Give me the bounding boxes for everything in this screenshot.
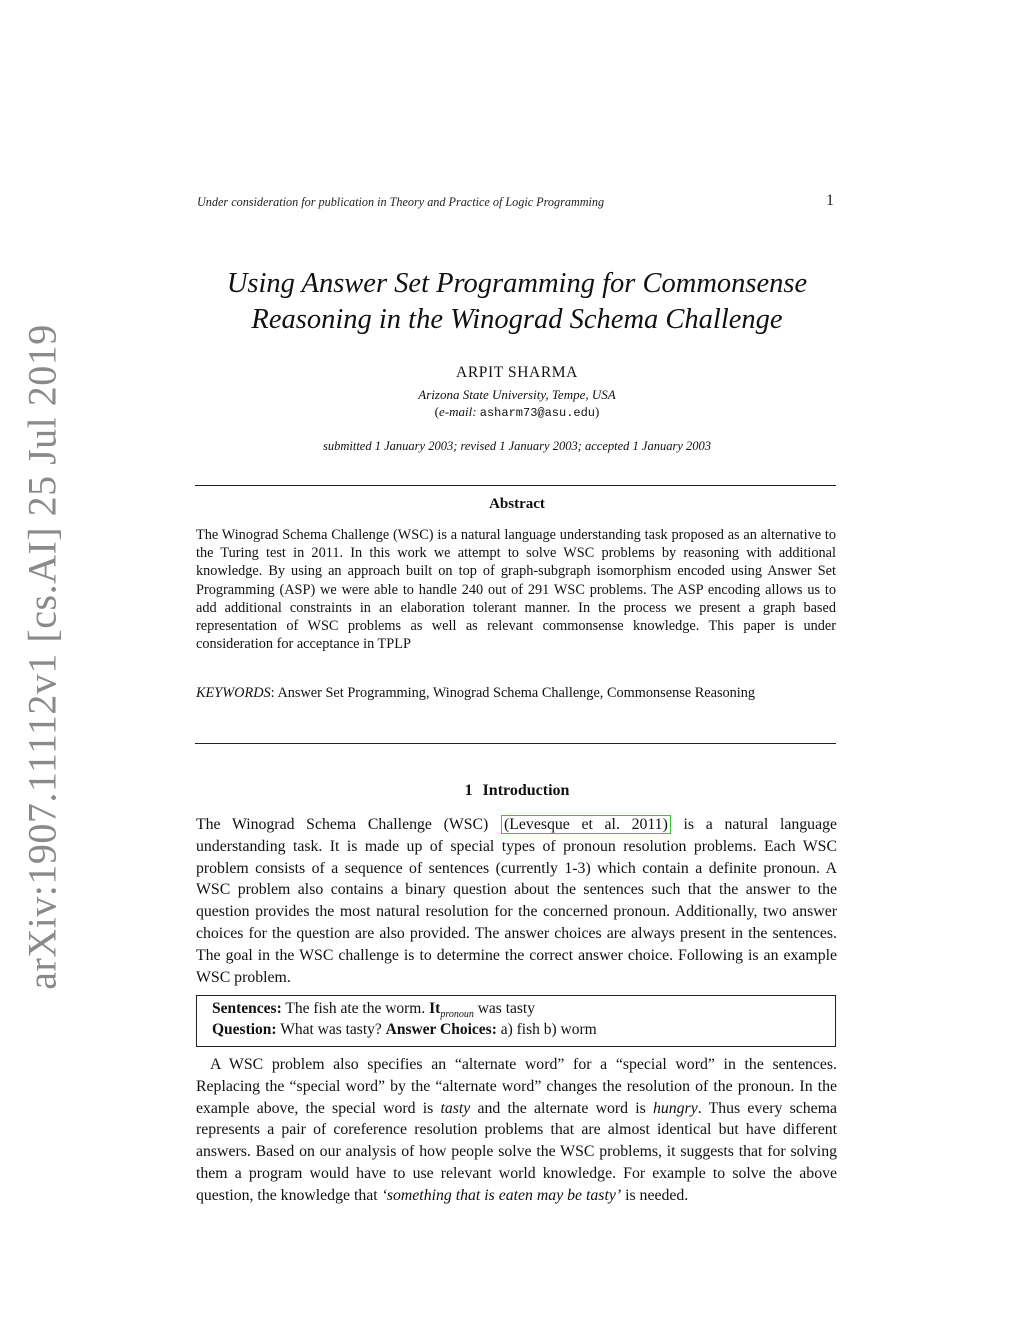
sentences-end: was tasty [473,1000,535,1017]
citation-link-levesque-2011[interactable] [501,815,671,834]
citation-close-paren: ) [662,816,668,833]
wsc-example-box [196,995,836,1047]
keywords-separator: : [270,685,278,701]
paper-title [197,266,837,338]
sentences-label: Sentences: [212,1000,282,1017]
intro-p2-text-d: is needed. [621,1186,689,1204]
email-label: e-mail: [438,404,477,419]
keywords-list: Answer Set Programming, Winograd Schema Challenge, Commonsense Reasoning [277,685,756,701]
intro-paragraph-2 [196,1054,837,1207]
email-close-paren: ) [595,404,600,419]
keywords-label: KEYWORDS [196,685,271,701]
intro-p2-text-c: . Thus every schema represents a pair of coreference resolution problems that are almost identical but have different answers. Based on our analysis of how people solve the WSC problems, it suggests that for solving them a program would have to use relevant world knowledge. For example to solve the above question, the knowledge that [196,1099,837,1204]
intro-p2-text-a: A WSC problem also specifies an “alternate word” for a “special word” in the sentences. Replacing the “special word” by the “alternate word” changes the resolution of the pronoun. In the example above, the special word is [196,1056,837,1117]
abstract-bottom-rule [195,743,836,744]
author-affiliation: Arizona State University, Tempe, USA [418,387,616,402]
pronoun-subscript: pronoun [440,1009,474,1021]
citation-open-paren: ( [504,816,510,833]
intro-p1-text-before: The Winograd Schema Challenge (WSC) [196,816,500,833]
example-question-row [212,1021,597,1039]
page-number: 1 [826,192,834,209]
email-open-paren: ( [434,404,439,419]
answer-choices-text: a) fish b) worm [496,1021,597,1038]
section-title: Introduction [482,782,570,799]
author-name: ARPIT SHARMA [456,364,578,381]
example-sentences-row [212,1000,535,1020]
knowledge-quote: ‘something that is eaten may be tasty’ [381,1186,622,1204]
author-email-line [197,404,837,420]
intro-p1-text-after: is a natural language understanding task. It is made up of special types of pronoun resolution problems. Each WSC problem consists of a sequence of sentences (currently 1-3) which contain a definite pronoun. A WSC problem also contains a binary question about the sentences such that the answer to the question provides the most natural resolution for the concerned pronoun. Additionally, two answer choices for the question are also provided. The answer choices are always present in the sentences. The goal in the WSC challenge is to determine the correct answer choice. Following is an example WSC problem. [196,816,837,986]
citation-text: Levesque et al. 2011 [509,816,663,833]
section-heading-introduction [197,782,837,800]
sentences-text: The fish ate the worm. [281,1000,430,1017]
alternate-word-hungry: hungry [652,1099,698,1117]
running-head: Under consideration for publication in Theory and Practice of Logic Programming [197,195,605,209]
arxiv-identifier-stamp: arXiv:1907.11112v1 [cs.AI] 25 Jul 2019 [19,324,65,990]
section-number: 1 [464,782,473,799]
keywords-line [196,684,836,702]
abstract-heading: Abstract [489,496,545,512]
submission-dates: submitted 1 January 2003; revised 1 January 2003; accepted 1 January 2003 [323,439,711,453]
special-word-tasty: tasty [440,1099,471,1117]
abstract-top-rule [195,485,836,486]
question-label: Question: [212,1021,277,1038]
question-text: What was tasty? [276,1021,386,1038]
author-email[interactable]: asharm73@asu.edu [479,406,595,420]
pronoun-it: It [429,1000,441,1017]
intro-p2-text-b: and the alternate word is [470,1099,653,1117]
abstract-text: The Winograd Schema Challenge (WSC) is a natural language understanding task proposed as an alternative to the Turing test in 2011. In this work we attempt to solve WSC problems by reasoning with additional knowledge. By using an approach built on top of graph-subgraph isomorphism encoded using Answer Set Programming (ASP) we were able to handle 240 out of 291 WSC problems. The ASP encoding allows us to add additional constraints in an elaboration tolerant manner. In the process we present a graph based representation of WSC problems as well as relevant commonsense knowledge. This paper is under consideration for acceptance in TPLP [196,527,836,653]
answer-choices-label: Answer Choices: [385,1021,497,1038]
paper-title-line-1: Using Answer Set Programming for Commonsense [226,268,808,299]
intro-paragraph-1 [196,814,837,988]
paper-title-line-2: Reasoning in the Winograd Schema Challenge [251,304,783,335]
